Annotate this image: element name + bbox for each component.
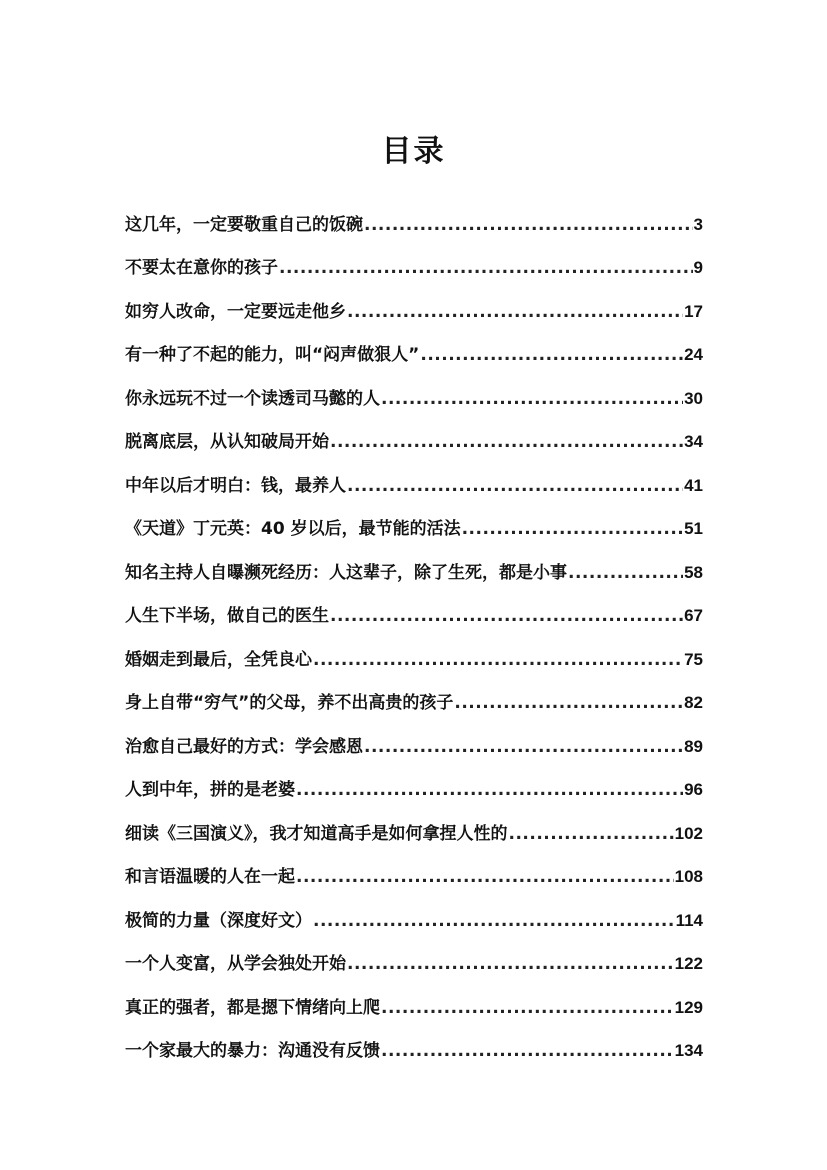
toc-entry[interactable] [125,331,703,375]
toc-entry-title: 你永远玩不过一个读透司马懿的人 [125,388,380,409]
toc-entry-title: 中年以后才明白：钱，最养人 [125,475,346,496]
toc-entry-page-number: 134 [674,1041,703,1060]
toc-entry-title: 一个人变富，从学会独处开始 [125,954,346,974]
dot-leader [296,779,683,801]
dot-leader [279,257,693,279]
dot-leader [347,953,674,975]
dot-leader [296,866,674,888]
toc-entry-page-number: 129 [674,997,703,1017]
toc-entry-page-number: 75 [684,649,703,669]
toc-entry-page-number: 114 [675,910,703,930]
toc-entry-page-number: 89 [684,736,703,756]
toc-entry-title: 真正的强者，都是摁下情绪向上爬 [125,997,380,1018]
toc-entry-page-number: 58 [684,562,703,582]
dot-leader [381,388,683,410]
toc-entry[interactable] [125,679,703,723]
toc-entry-page-number: 3 [693,214,703,234]
toc-entry[interactable] [125,244,703,288]
dot-leader [509,823,674,845]
toc-entry-page-number: 96 [684,780,703,799]
toc-entry-page-number: 41 [684,475,703,495]
dot-leader [462,518,684,540]
toc-entry-title: 细读《三国演义》，我才知道高手是如何拿捏人性的 [125,823,508,844]
toc-entry[interactable] [125,896,703,940]
toc-entry-title: 身上自带“穷气”的父母，养不出高贵的孩子 [125,693,454,713]
toc-entry-page-number: 9 [693,258,703,277]
toc-entry-title: 极简的力量（深度好文） [125,910,312,931]
dot-leader [313,649,683,671]
toc-entry-page-number: 122 [674,954,703,973]
table-of-contents [125,200,703,1070]
toc-entry[interactable] [125,983,703,1027]
toc-title: 目录 [381,134,446,169]
toc-entry-page-number: 67 [684,606,703,625]
dot-leader [313,910,675,932]
toc-entry[interactable] [125,374,703,418]
toc-entry[interactable] [125,722,703,766]
toc-entry[interactable] [125,548,703,592]
toc-entry-title: 和言语温暖的人在一起 [125,867,295,887]
dot-leader [347,475,683,497]
dot-leader [347,301,683,323]
toc-entry[interactable] [125,766,703,810]
toc-entry[interactable] [125,635,703,679]
dot-leader [364,736,683,758]
toc-entry-page-number: 17 [684,301,703,321]
toc-entry-title: 人生下半场，做自己的医生 [125,606,329,626]
toc-entry[interactable] [125,940,703,984]
dot-leader [381,1040,674,1062]
toc-entry-title: 这几年，一定要敬重自己的饭碗 [125,214,363,235]
toc-entry-title: 不要太在意你的孩子 [125,258,278,278]
toc-entry-page-number: 24 [684,345,703,364]
dot-leader [381,997,674,1019]
toc-entry-page-number: 30 [684,388,703,408]
toc-entry-title: 知名主持人自曝濒死经历：人这辈子，除了生死，都是小事 [125,562,567,583]
toc-entry-title: 人到中年，拼的是老婆 [125,780,295,800]
toc-entry-title: 《天道》丁元英：40 岁以后，最节能的活法 [125,519,461,539]
toc-entry[interactable] [125,287,703,331]
toc-entry-title: 婚姻走到最后，全凭良心 [125,649,312,670]
toc-entry-title: 如穷人改命，一定要远走他乡 [125,301,346,322]
toc-entry-page-number: 82 [684,693,703,712]
toc-entry[interactable] [125,809,703,853]
dot-leader [568,562,683,584]
toc-entry-title: 脱离底层，从认知破局开始 [125,432,329,452]
toc-entry[interactable] [125,505,703,549]
toc-entry[interactable] [125,200,703,244]
toc-entry[interactable] [125,461,703,505]
toc-entry-title: 有一种了不起的能力，叫“闷声做狠人” [125,345,420,365]
dot-leader [364,214,693,236]
toc-entry-page-number: 108 [674,867,703,886]
toc-entry-page-number: 34 [684,432,703,451]
toc-entry-page-number: 102 [674,823,703,843]
toc-entry-title: 一个家最大的暴力：沟通没有反馈 [125,1041,380,1061]
dot-leader [454,692,683,714]
dot-leader [330,605,683,627]
toc-entry[interactable] [125,1027,703,1071]
toc-entry[interactable] [125,418,703,462]
dot-leader [420,344,683,366]
toc-entry-page-number: 51 [684,519,703,538]
toc-entry[interactable] [125,853,703,897]
toc-entry-title: 治愈自己最好的方式：学会感恩 [125,736,363,757]
toc-entry[interactable] [125,592,703,636]
dot-leader [330,431,683,453]
